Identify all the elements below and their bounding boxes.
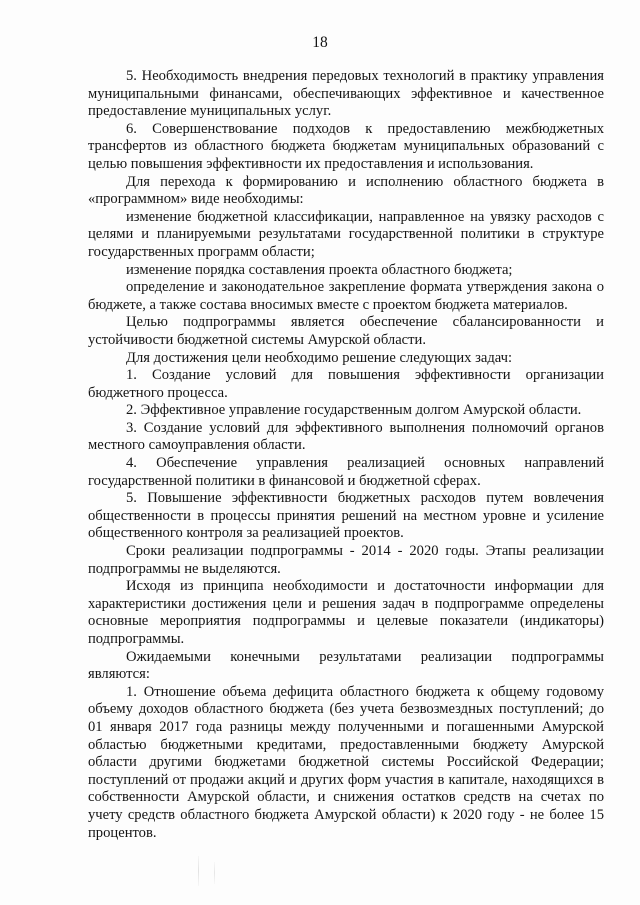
paragraph: Для перехода к формированию и исполнению областного бюджета в «программном» виде необходимы: — [88, 173, 604, 208]
paragraph: изменение бюджетной классификации, направленное на увязку расходов с целями и планируемыми результатами государственной политики в структуре государственных программ области; — [88, 208, 604, 260]
document-body — [88, 68, 604, 842]
paragraph: Исходя из принципа необходимости и достаточности информации для характеристики достижения цели и решения задач в подпрограмме определены основные мероприятия подпрограммы и целевые показатели (индикаторы) подпрограммы. — [88, 578, 604, 647]
paragraph: 6. Совершенствование подходов к предоставлению межбюджетных трансфертов из областного бюджета бюджетам муниципальных образований с целью повышения эффективности их предоставления и использования. — [88, 120, 604, 172]
paragraph: 1. Отношение объема дефицита областного бюджета к общему годовому объему доходов областного бюджета (без учета безвозмездных поступлений; до 01 января 2017 года разницы между полученными и погашенными Амурской областью бюджетными кредитами, предоставленными бюджету Амурской области другими бюджетами бюджетной системы Российской Федерации; поступлений от продажи акций и других форм участия в капитале, находящихся в собственности Амурской области, и снижения остатков средств на счетах по учету средств областного бюджета Амурской области) к 2020 году - не более 15 процентов. — [88, 683, 604, 841]
paragraph: 5. Повышение эффективности бюджетных расходов путем вовлечения общественности в процессы принятия решений на местном уровне и усиление общественного контроля за реализацией проектов. — [88, 490, 604, 542]
paragraph: 1. Создание условий для повышения эффективности организации бюджетного процесса. — [88, 367, 604, 401]
paragraph: Для достижения цели необходимо решение следующих задач: — [126, 349, 513, 366]
page-number: 18 — [312, 34, 328, 51]
paragraph: 2. Эффективное управление государственным долгом Амурской области. — [126, 402, 582, 419]
paragraph: 3. Создание условий для эффективного выполнения полномочий органов местного самоуправления области. — [88, 419, 604, 454]
paragraph: 4. Обеспечение управления реализацией основных направлений государственной политики в финансовой и бюджетной сферах. — [88, 455, 604, 489]
paragraph: изменение порядка составления проекта областного бюджета; — [126, 261, 513, 278]
paragraph: 5. Необходимость внедрения передовых технологий в практику управления муниципальными финансами, обеспечивающих эффективное и качественное предоставление муниципальных услуг. — [88, 68, 604, 120]
scan-artifact — [198, 856, 199, 886]
paragraph: определение и законодательное закрепление формата утверждения закона о бюджете, а также состава вносимых вместе с проектом бюджета материалов. — [88, 279, 604, 313]
paragraph: Ожидаемыми конечными результатами реализации подпрограммы являются: — [88, 648, 604, 683]
paragraph: Сроки реализации подпрограммы - 2014 - 2020 годы. Этапы реализации подпрограммы не выделяются. — [88, 543, 604, 577]
scan-artifact — [214, 862, 215, 884]
paragraph: Целью подпрограммы является обеспечение сбалансированности и устойчивости бюджетной системы Амурской области. — [88, 314, 604, 348]
